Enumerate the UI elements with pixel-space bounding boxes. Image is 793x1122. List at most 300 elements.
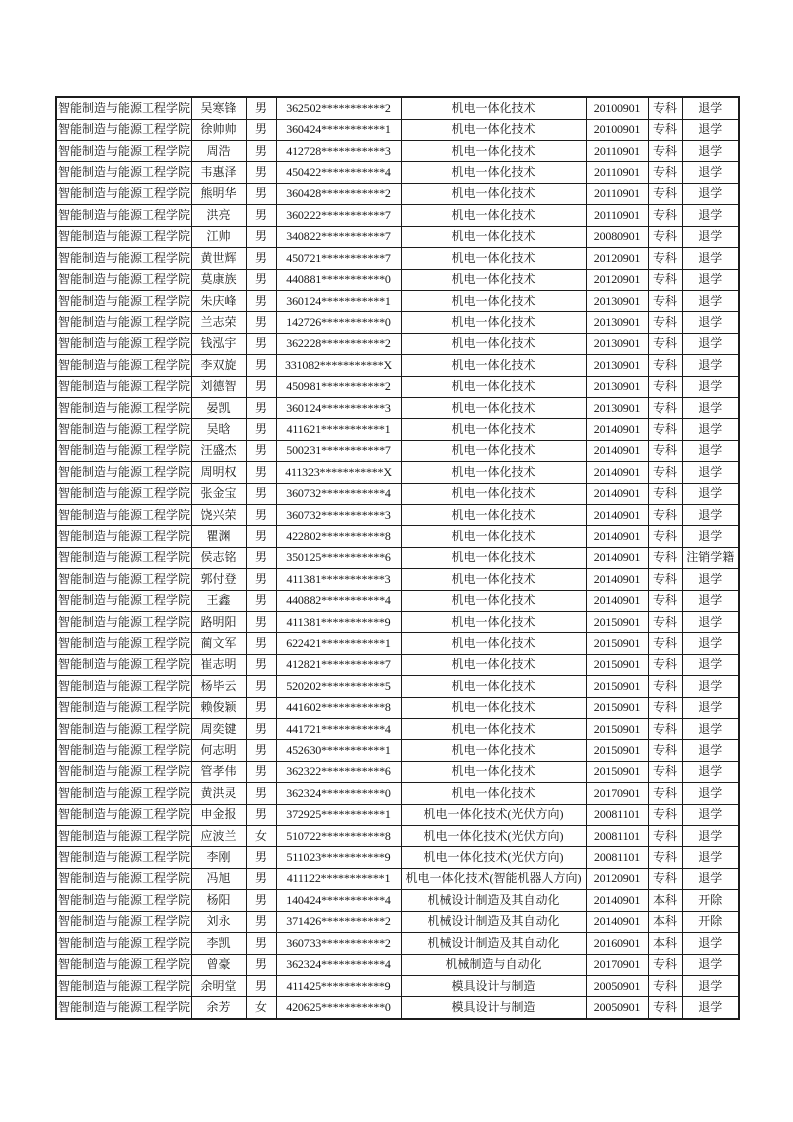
cell-student-name: 蔺文军 (191, 633, 246, 654)
cell-status: 退学 (682, 162, 739, 183)
cell-id-number: 140424***********4 (276, 890, 401, 911)
cell-major: 机电一体化技术 (401, 97, 586, 119)
table-row (56, 676, 739, 697)
cell-college: 智能制造与能源工程学院 (56, 205, 191, 226)
cell-student-name: 刘永 (191, 911, 246, 932)
cell-major: 机电一体化技术 (401, 590, 586, 611)
cell-status: 退学 (682, 719, 739, 740)
cell-major: 机电一体化技术 (401, 162, 586, 183)
cell-enroll-date: 20120901 (586, 868, 648, 889)
cell-gender: 男 (246, 269, 276, 290)
cell-status: 退学 (682, 975, 739, 996)
table-row (56, 183, 739, 204)
table-row (56, 826, 739, 847)
cell-gender: 男 (246, 654, 276, 675)
cell-college: 智能制造与能源工程学院 (56, 954, 191, 975)
cell-major: 机电一体化技术 (401, 333, 586, 354)
cell-level: 专科 (648, 419, 682, 440)
cell-enroll-date: 20130901 (586, 290, 648, 311)
cell-status: 退学 (682, 526, 739, 547)
cell-college: 智能制造与能源工程学院 (56, 226, 191, 247)
cell-student-name: 朱庆峰 (191, 290, 246, 311)
cell-major: 机电一体化技术 (401, 312, 586, 333)
cell-level: 专科 (648, 697, 682, 718)
cell-status: 退学 (682, 183, 739, 204)
cell-student-name: 吴寒锋 (191, 97, 246, 119)
cell-major: 机电一体化技术 (401, 205, 586, 226)
table-row (56, 633, 739, 654)
cell-status: 退学 (682, 205, 739, 226)
cell-id-number: 622421***********1 (276, 633, 401, 654)
cell-enroll-date: 20081101 (586, 847, 648, 868)
cell-major: 机电一体化技术 (401, 504, 586, 525)
cell-enroll-date: 20150901 (586, 761, 648, 782)
cell-gender: 男 (246, 333, 276, 354)
cell-major: 机电一体化技术 (401, 419, 586, 440)
table-row (56, 483, 739, 504)
cell-college: 智能制造与能源工程学院 (56, 333, 191, 354)
cell-gender: 男 (246, 483, 276, 504)
cell-id-number: 411621***********1 (276, 419, 401, 440)
cell-college: 智能制造与能源工程学院 (56, 483, 191, 504)
cell-college: 智能制造与能源工程学院 (56, 740, 191, 761)
cell-status: 开除 (682, 890, 739, 911)
cell-level: 专科 (648, 997, 682, 1019)
cell-level: 专科 (648, 740, 682, 761)
cell-gender: 男 (246, 933, 276, 954)
cell-gender: 男 (246, 226, 276, 247)
cell-major: 机械制造与自动化 (401, 954, 586, 975)
cell-gender: 男 (246, 612, 276, 633)
cell-enroll-date: 20110901 (586, 162, 648, 183)
cell-college: 智能制造与能源工程学院 (56, 676, 191, 697)
cell-gender: 男 (246, 141, 276, 162)
cell-major: 机电一体化技术 (401, 397, 586, 418)
table-row (56, 761, 739, 782)
cell-major: 机电一体化技术(光伏方向) (401, 826, 586, 847)
cell-college: 智能制造与能源工程学院 (56, 397, 191, 418)
cell-gender: 男 (246, 719, 276, 740)
cell-enroll-date: 20140901 (586, 569, 648, 590)
cell-id-number: 450721***********7 (276, 248, 401, 269)
cell-level: 专科 (648, 162, 682, 183)
cell-college: 智能制造与能源工程学院 (56, 847, 191, 868)
table-row (56, 440, 739, 461)
cell-id-number: 422802***********8 (276, 526, 401, 547)
cell-gender: 男 (246, 633, 276, 654)
cell-major: 机电一体化技术(智能机器人方向) (401, 868, 586, 889)
cell-level: 专科 (648, 847, 682, 868)
cell-gender: 男 (246, 97, 276, 119)
cell-college: 智能制造与能源工程学院 (56, 911, 191, 932)
cell-status: 退学 (682, 397, 739, 418)
cell-level: 专科 (648, 804, 682, 825)
cell-level: 专科 (648, 569, 682, 590)
cell-major: 机电一体化技术 (401, 269, 586, 290)
cell-id-number: 340822***********7 (276, 226, 401, 247)
table-row (56, 697, 739, 718)
cell-enroll-date: 20120901 (586, 248, 648, 269)
cell-student-name: 兰志荣 (191, 312, 246, 333)
cell-college: 智能制造与能源工程学院 (56, 804, 191, 825)
cell-major: 机电一体化技术 (401, 226, 586, 247)
cell-id-number: 520202***********5 (276, 676, 401, 697)
cell-college: 智能制造与能源工程学院 (56, 826, 191, 847)
table-row (56, 248, 739, 269)
cell-college: 智能制造与能源工程学院 (56, 141, 191, 162)
cell-gender: 男 (246, 676, 276, 697)
cell-id-number: 362502***********2 (276, 97, 401, 119)
cell-level: 专科 (648, 397, 682, 418)
cell-level: 专科 (648, 440, 682, 461)
cell-college: 智能制造与能源工程学院 (56, 719, 191, 740)
table-row (56, 119, 739, 140)
cell-status: 退学 (682, 119, 739, 140)
cell-enroll-date: 20150901 (586, 676, 648, 697)
cell-status: 退学 (682, 97, 739, 119)
cell-status: 退学 (682, 312, 739, 333)
cell-student-name: 管孝伟 (191, 761, 246, 782)
table-row (56, 162, 739, 183)
cell-college: 智能制造与能源工程学院 (56, 975, 191, 996)
cell-major: 机电一体化技术 (401, 676, 586, 697)
cell-college: 智能制造与能源工程学院 (56, 376, 191, 397)
cell-enroll-date: 20150901 (586, 697, 648, 718)
cell-enroll-date: 20140901 (586, 890, 648, 911)
cell-student-name: 张金宝 (191, 483, 246, 504)
cell-gender: 男 (246, 868, 276, 889)
table-row (56, 890, 739, 911)
table-row (56, 975, 739, 996)
table-row (56, 504, 739, 525)
cell-status: 退学 (682, 676, 739, 697)
cell-level: 专科 (648, 633, 682, 654)
cell-status: 退学 (682, 248, 739, 269)
cell-id-number: 450981***********2 (276, 376, 401, 397)
cell-student-name: 刘德智 (191, 376, 246, 397)
table-row (56, 783, 739, 804)
cell-level: 专科 (648, 333, 682, 354)
cell-gender: 女 (246, 826, 276, 847)
cell-level: 专科 (648, 783, 682, 804)
cell-student-name: 郭付登 (191, 569, 246, 590)
cell-status: 开除 (682, 911, 739, 932)
cell-student-name: 路明阳 (191, 612, 246, 633)
cell-status: 退学 (682, 633, 739, 654)
cell-status: 退学 (682, 740, 739, 761)
table-row (56, 804, 739, 825)
cell-student-name: 洪亮 (191, 205, 246, 226)
cell-enroll-date: 20130901 (586, 355, 648, 376)
cell-gender: 男 (246, 804, 276, 825)
table-row (56, 954, 739, 975)
cell-student-name: 王鑫 (191, 590, 246, 611)
cell-student-name: 瞿渊 (191, 526, 246, 547)
cell-level: 专科 (648, 248, 682, 269)
cell-id-number: 510722***********8 (276, 826, 401, 847)
cell-status: 退学 (682, 333, 739, 354)
table-row (56, 740, 739, 761)
cell-level: 专科 (648, 376, 682, 397)
cell-id-number: 440882***********4 (276, 590, 401, 611)
cell-status: 退学 (682, 569, 739, 590)
cell-status: 退学 (682, 226, 739, 247)
cell-major: 机电一体化技术 (401, 740, 586, 761)
table-row (56, 719, 739, 740)
cell-student-name: 吴晗 (191, 419, 246, 440)
cell-student-name: 曾豪 (191, 954, 246, 975)
cell-level: 本科 (648, 890, 682, 911)
cell-level: 专科 (648, 119, 682, 140)
table-row (56, 997, 739, 1019)
table-row (56, 847, 739, 868)
cell-status: 注销学籍 (682, 547, 739, 568)
cell-student-name: 饶兴荣 (191, 504, 246, 525)
cell-level: 专科 (648, 269, 682, 290)
cell-college: 智能制造与能源工程学院 (56, 654, 191, 675)
cell-level: 专科 (648, 975, 682, 996)
cell-student-name: 汪盛杰 (191, 440, 246, 461)
cell-student-name: 徐帅帅 (191, 119, 246, 140)
cell-gender: 男 (246, 462, 276, 483)
cell-college: 智能制造与能源工程学院 (56, 355, 191, 376)
cell-level: 专科 (648, 826, 682, 847)
cell-id-number: 362322***********6 (276, 761, 401, 782)
table-row (56, 868, 739, 889)
cell-gender: 男 (246, 355, 276, 376)
cell-status: 退学 (682, 612, 739, 633)
cell-major: 机电一体化技术 (401, 290, 586, 311)
cell-level: 专科 (648, 97, 682, 119)
cell-college: 智能制造与能源工程学院 (56, 997, 191, 1019)
cell-status: 退学 (682, 141, 739, 162)
cell-student-name: 杨阳 (191, 890, 246, 911)
cell-gender: 男 (246, 248, 276, 269)
cell-major: 机电一体化技术 (401, 183, 586, 204)
cell-student-name: 晏凯 (191, 397, 246, 418)
cell-gender: 男 (246, 783, 276, 804)
cell-enroll-date: 20100901 (586, 97, 648, 119)
cell-id-number: 350125***********6 (276, 547, 401, 568)
cell-status: 退学 (682, 419, 739, 440)
cell-enroll-date: 20170901 (586, 954, 648, 975)
cell-major: 机电一体化技术 (401, 483, 586, 504)
cell-level: 专科 (648, 462, 682, 483)
cell-gender: 男 (246, 569, 276, 590)
cell-level: 专科 (648, 226, 682, 247)
cell-status: 退学 (682, 868, 739, 889)
cell-college: 智能制造与能源工程学院 (56, 269, 191, 290)
cell-college: 智能制造与能源工程学院 (56, 462, 191, 483)
cell-gender: 男 (246, 590, 276, 611)
cell-gender: 男 (246, 183, 276, 204)
cell-status: 退学 (682, 954, 739, 975)
table-row (56, 312, 739, 333)
cell-level: 专科 (648, 290, 682, 311)
cell-status: 退学 (682, 783, 739, 804)
table-row (56, 226, 739, 247)
cell-id-number: 441721***********4 (276, 719, 401, 740)
table-row (56, 397, 739, 418)
student-status-table (55, 96, 740, 1020)
cell-college: 智能制造与能源工程学院 (56, 290, 191, 311)
cell-id-number: 142726***********0 (276, 312, 401, 333)
cell-student-name: 周明权 (191, 462, 246, 483)
cell-level: 专科 (648, 954, 682, 975)
table-body (56, 97, 739, 1019)
cell-gender: 男 (246, 290, 276, 311)
cell-id-number: 411323***********X (276, 462, 401, 483)
cell-major: 机电一体化技术 (401, 761, 586, 782)
cell-college: 智能制造与能源工程学院 (56, 697, 191, 718)
cell-enroll-date: 20150901 (586, 740, 648, 761)
cell-enroll-date: 20140901 (586, 911, 648, 932)
table-row (56, 612, 739, 633)
cell-enroll-date: 20140901 (586, 440, 648, 461)
cell-major: 机电一体化技术 (401, 462, 586, 483)
cell-status: 退学 (682, 462, 739, 483)
cell-major: 机电一体化技术 (401, 612, 586, 633)
cell-gender: 男 (246, 312, 276, 333)
cell-enroll-date: 20110901 (586, 141, 648, 162)
cell-college: 智能制造与能源工程学院 (56, 440, 191, 461)
cell-major: 机电一体化技术(光伏方向) (401, 804, 586, 825)
table-row (56, 333, 739, 354)
cell-id-number: 450422***********4 (276, 162, 401, 183)
cell-enroll-date: 20110901 (586, 205, 648, 226)
cell-college: 智能制造与能源工程学院 (56, 547, 191, 568)
table-row (56, 269, 739, 290)
cell-gender: 男 (246, 526, 276, 547)
cell-id-number: 360733***********2 (276, 933, 401, 954)
cell-id-number: 360222***********7 (276, 205, 401, 226)
table-row (56, 97, 739, 119)
cell-gender: 女 (246, 997, 276, 1019)
cell-student-name: 江帅 (191, 226, 246, 247)
cell-status: 退学 (682, 376, 739, 397)
cell-level: 专科 (648, 312, 682, 333)
cell-major: 模具设计与制造 (401, 975, 586, 996)
cell-major: 机电一体化技术 (401, 783, 586, 804)
cell-gender: 男 (246, 376, 276, 397)
cell-student-name: 莫康族 (191, 269, 246, 290)
cell-enroll-date: 20140901 (586, 526, 648, 547)
cell-gender: 男 (246, 847, 276, 868)
cell-id-number: 360732***********3 (276, 504, 401, 525)
cell-id-number: 420625***********0 (276, 997, 401, 1019)
cell-student-name: 李双旋 (191, 355, 246, 376)
cell-status: 退学 (682, 269, 739, 290)
cell-level: 专科 (648, 141, 682, 162)
cell-college: 智能制造与能源工程学院 (56, 119, 191, 140)
cell-student-name: 何志明 (191, 740, 246, 761)
cell-id-number: 360428***********2 (276, 183, 401, 204)
cell-enroll-date: 20140901 (586, 462, 648, 483)
cell-enroll-date: 20120901 (586, 269, 648, 290)
cell-level: 本科 (648, 933, 682, 954)
cell-status: 退学 (682, 826, 739, 847)
cell-major: 机电一体化技术 (401, 440, 586, 461)
cell-gender: 男 (246, 397, 276, 418)
cell-student-name: 侯志铭 (191, 547, 246, 568)
cell-enroll-date: 20130901 (586, 397, 648, 418)
cell-college: 智能制造与能源工程学院 (56, 933, 191, 954)
table-row (56, 933, 739, 954)
cell-major: 机械设计制造及其自动化 (401, 890, 586, 911)
cell-student-name: 崔志明 (191, 654, 246, 675)
table-row (56, 376, 739, 397)
cell-student-name: 余芳 (191, 997, 246, 1019)
cell-major: 机电一体化技术 (401, 569, 586, 590)
cell-enroll-date: 20140901 (586, 483, 648, 504)
table-row (56, 355, 739, 376)
cell-level: 专科 (648, 590, 682, 611)
cell-college: 智能制造与能源工程学院 (56, 312, 191, 333)
cell-college: 智能制造与能源工程学院 (56, 162, 191, 183)
cell-status: 退学 (682, 697, 739, 718)
cell-gender: 男 (246, 440, 276, 461)
cell-gender: 男 (246, 954, 276, 975)
cell-college: 智能制造与能源工程学院 (56, 590, 191, 611)
cell-gender: 男 (246, 911, 276, 932)
cell-student-name: 冯旭 (191, 868, 246, 889)
cell-level: 专科 (648, 719, 682, 740)
cell-major: 机电一体化技术 (401, 697, 586, 718)
cell-level: 专科 (648, 355, 682, 376)
cell-student-name: 杨毕云 (191, 676, 246, 697)
cell-gender: 男 (246, 162, 276, 183)
cell-college: 智能制造与能源工程学院 (56, 761, 191, 782)
cell-gender: 男 (246, 419, 276, 440)
cell-enroll-date: 20150901 (586, 654, 648, 675)
cell-college: 智能制造与能源工程学院 (56, 868, 191, 889)
cell-status: 退学 (682, 504, 739, 525)
cell-id-number: 440881***********0 (276, 269, 401, 290)
cell-status: 退学 (682, 440, 739, 461)
cell-student-name: 应波兰 (191, 826, 246, 847)
cell-student-name: 周浩 (191, 141, 246, 162)
cell-enroll-date: 20081101 (586, 826, 648, 847)
cell-id-number: 411122***********1 (276, 868, 401, 889)
cell-enroll-date: 20150901 (586, 633, 648, 654)
cell-id-number: 411381***********3 (276, 569, 401, 590)
cell-enroll-date: 20100901 (586, 119, 648, 140)
table-row (56, 141, 739, 162)
cell-gender: 男 (246, 504, 276, 525)
cell-level: 专科 (648, 654, 682, 675)
cell-id-number: 331082***********X (276, 355, 401, 376)
cell-id-number: 412821***********7 (276, 654, 401, 675)
cell-level: 专科 (648, 676, 682, 697)
cell-enroll-date: 20150901 (586, 612, 648, 633)
cell-level: 专科 (648, 183, 682, 204)
cell-student-name: 钱泓宇 (191, 333, 246, 354)
cell-status: 退学 (682, 483, 739, 504)
cell-id-number: 371426***********2 (276, 911, 401, 932)
cell-enroll-date: 20050901 (586, 997, 648, 1019)
cell-college: 智能制造与能源工程学院 (56, 783, 191, 804)
cell-level: 专科 (648, 526, 682, 547)
cell-major: 模具设计与制造 (401, 997, 586, 1019)
table-row (56, 462, 739, 483)
cell-id-number: 412728***********3 (276, 141, 401, 162)
cell-id-number: 411425***********9 (276, 975, 401, 996)
cell-status: 退学 (682, 847, 739, 868)
cell-status: 退学 (682, 290, 739, 311)
cell-enroll-date: 20110901 (586, 183, 648, 204)
cell-level: 专科 (648, 547, 682, 568)
cell-enroll-date: 20140901 (586, 590, 648, 611)
